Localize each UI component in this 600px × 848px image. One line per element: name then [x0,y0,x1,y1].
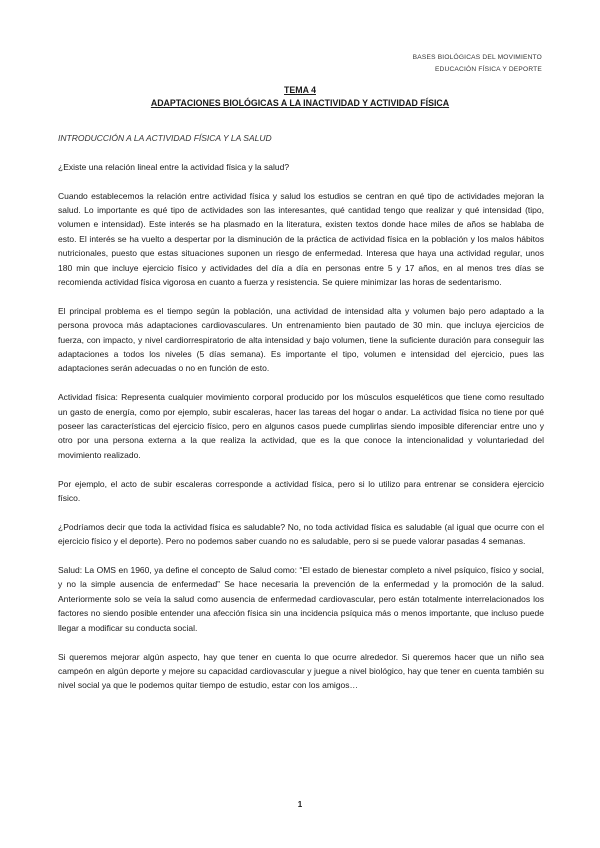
paragraph: Cuando establecemos la relación entre actividad física y salud los estudios se centran en qué tipo de actividades mejoran la salud. Lo importante es qué tipo de actividades son las interesantes, qué cantidad tengo que realizar y qué intensidad (tipo, volumen e intensidad). Este interés se ha plasmado en la literatura, existen textos donde hace miles de años se hablaba de esto. El interés se ha vuelto a despertar por la disminución de la práctica de actividad física en la población y los malos hábitos nutricionales, puesto que estas situaciones suponen un riesgo de enfermedad. Interesa que haya una actividad regular, unos 180 min que incluye ejercicio físico y actividades del día a día en personas entre 5 y 17 años, en al menos tres días se recomienda actividad física vigorosa en cuanto a fuerza y resistencia. Se quiere minimizar las horas de sedentarismo. [58,190,544,288]
paragraph: El principal problema es el tiempo según la población, una actividad de intensidad alta y volumen bajo pero adaptado a la persona provoca más adaptaciones cardiovasculares. Un entrenamiento bien pautado de 30 min. que incluya ejercicios de fuerza, con impacto, y nivel cardiorrespiratorio de alta intensidad y bajo volumen, tiene la suficiente duración para conseguir las adaptaciones a todos los niveles (5 días semana). Es importante el tipo, volumen e intensidad del ejercicio, pues las adaptaciones serán adecuadas o no en función de esto. [58,305,544,374]
page-number: 1 [297,800,303,809]
paragraph-question: ¿Existe una relación lineal entre la actividad física y la salud? [58,161,290,172]
header-degree: EDUCACIÓN FÍSICA Y DEPORTE [434,66,542,73]
document-body [58,131,544,707]
paragraph-definition-activity: Actividad física: Representa cualquier movimiento corporal producido por los músculos esqueléticos que tiene como resultado un gasto de energía, como por ejemplo, subir escaleras, hacer las tareas del hogar o andar. La actividad física no tiene por qué poseer las características del ejercicio físico, pero en algunos casos puede cumplirlas siendo imposible diferenciar entre uno y otro por una persona externa a la que realiza la actividad, que es la que conoce la intencionalidad y voluntariedad del movimiento realizado. [58,392,544,460]
paragraph: Por ejemplo, el acto de subir escaleras corresponde a actividad física, pero si lo utilizo para entrenar se considera ejercicio físico. [58,478,544,504]
paragraph: Si queremos mejorar algún aspecto, hay que tener en cuenta lo que ocurre alrededor. Si queremos hacer que un niño sea campeón en algún deporte y mejore su capacidad cardiovascular y juegue a nivel biológico, hay que tener en cuenta también su nivel social ya que le podemos quitar tiempo de estudio, estar con los amigos… [58,651,544,691]
topic-title: TEMA 4 [284,85,316,95]
header-course: BASES BIOLÓGICAS DEL MOVIMIENTO [412,54,542,61]
document-header [413,52,542,76]
topic-subtitle: ADAPTACIONES BIOLÓGICAS A LA INACTIVIDAD Y ACTIVIDAD FÍSICA [150,98,450,108]
paragraph-definition-health: Salud: La OMS en 1960, ya define el concepto de Salud como: “El estado de bienestar completo a nivel psíquico, físico y social, y no la simple ausencia de enfermedad” Se hace necesaria la prevención de la enfermedad y la promoción de la salud. Anteriormente solo se veía la salud como ausencia de enfermedad cardiovascular, pero están totalmente interrelacionados los factores no siendo posible entender una afección física sin una incidencia psíquica más o menos importante, que incluso puede llegar a modificar su conducta social. [58,565,544,633]
section-heading: INTRODUCCIÓN A LA ACTIVIDAD FÍSICA Y LA SALUD [58,133,272,143]
paragraph: ¿Podríamos decir que toda la actividad física es saludable? No, no toda actividad física es saludable (al igual que ocurre con el ejercicio físico y el deporte). Pero no podemos saber cuando no es saludable, pero si se puede valorar pasadas 4 semanas. [58,521,544,547]
